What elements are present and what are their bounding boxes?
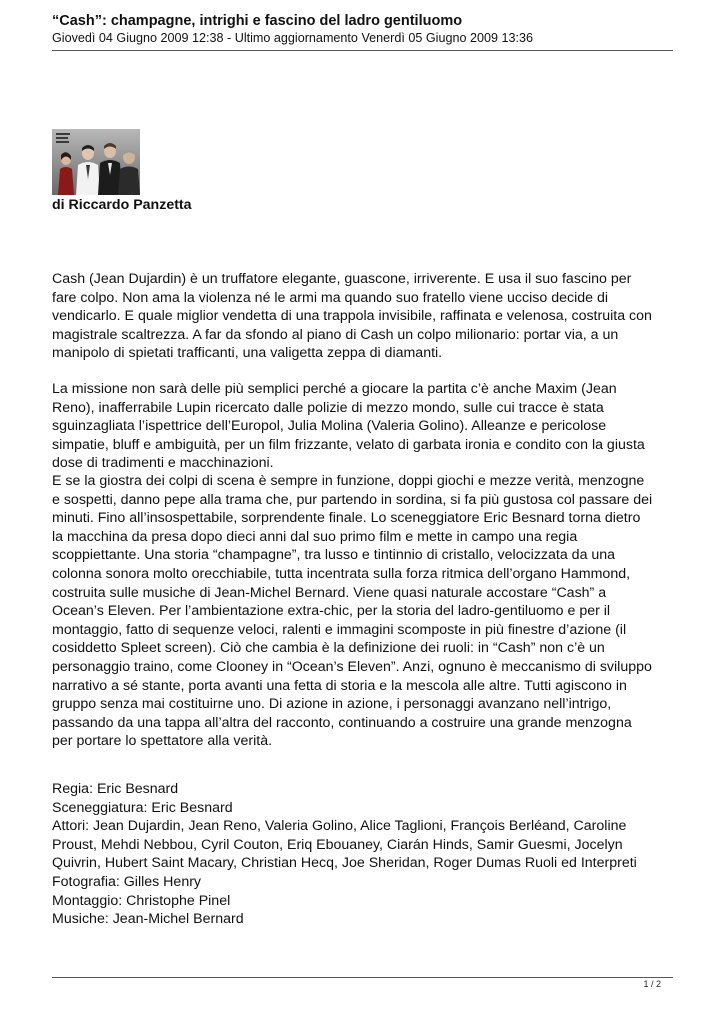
film-poster-illustration xyxy=(52,129,140,195)
article-paragraph: Cash (Jean Dujardin) è un truffatore elegante, guascone, irriverente. E usa il suo fascino per fare colpo. Non ama la violenza né le armi ma quando suo fratello viene ucciso decide di vendicarlo. E quale miglior vendetta di una trappola invisibile, raffinata e velenosa, costruita con magistrale scaltrezza. A far da sfondo al piano di Cash un colpo milionario: portar via, a un manipolo di spietati trafficanti, una valigetta zeppa di diamanti. xyxy=(52,271,652,362)
credit-director: Regia: Eric Besnard xyxy=(52,781,179,797)
article-byline: di Riccardo Panzetta xyxy=(52,197,192,213)
credit-music: Musiche: Jean-Michel Bernard xyxy=(52,911,244,928)
publication-dates: Giovedì 04 Giugno 2009 12:38 - Ultimo aggiornamento Venerdì 05 Giugno 2009 13:36 xyxy=(52,31,533,45)
credit-photography: Fotografia: Gilles Henry xyxy=(52,873,202,890)
article-paragraph: La missione non sarà delle più semplici perché a giocare la partita c’è anche Maxim (Jean Reno), inafferrabile Lupin ricercato dalle polizie di mezzo mondo, sulle cui tracce è stata sguinzagliata l’ispettrice dell’Europol, Julia Molina (Valeria Golino). Alleanze e pericolose simpatie, bluff e ambiguità, per un film frizzante, velato di garbata ironia e condito con la giusta dose di tradimenti e macchinazioni. xyxy=(52,381,645,472)
credit-cast: Attori: Jean Dujardin, Jean Reno, Valeria Golino, Alice Taglioni, François Berléand, Caroline Proust, Mehdi Nebbou, Cyril Couton, Eriq Ebouaney, Ciarán Hinds, Samir Guesmi, Jocelyn Quivrin, Hubert Saint Macary, Christian Hecq, Joe Sheridan, Roger Dumas Ruoli ed Interpreti xyxy=(52,818,637,872)
page-title: “Cash”: champagne, intrighi e fascino del ladro gentiluomo xyxy=(52,13,463,29)
page-number: 1 / 2 xyxy=(643,979,661,989)
credit-editing: Montaggio: Christophe Pinel xyxy=(52,892,231,909)
film-credits xyxy=(52,780,674,929)
article-paragraph: E se la giostra dei colpi di scena è sempre in funzione, doppi giochi e mezze verità, menzogne e sospetti, danno pepe alla trama che, pur partendo in sordina, si fa più gustosa col passare dei minuti. Fino all’insospettabile, sorprendente finale. Lo sceneggiatore Eric Besnard torna dietro la macchina da presa dopo dieci anni dal suo primo film e mette in campo una regia scoppiettante. Una storia “champagne”, tra lusso e tintinnio di cristallo, velocizzata da una colonna sonora molto orecchiabile, tutta incentrata sulla forza ritmica dell’organo Hammond, costruita sulle musiche di Jean-Michel Bernard. Viene quasi naturale accostare “Cash” a Ocean’s Eleven. Per l’ambientazione extra-chic, per la storia del ladro-gentiluomo e per il montaggio, fatto di sequenze veloci, ralenti e immagini scomposte in più finestre d’azione (il cosiddetto Spleet screen). Ciò che cambia è la definizione dei ruoli: in “Cash” non c’è un personaggio traino, come Clooney in “Ocean’s Eleven”. Anzi, ognuno è meccanismo di sviluppo narrativo a sé stante, porta avanti una fetta di storia e la mescola alle altre. Tutti agiscono in gruppo senza mai costituirne uno. Di azione in azione, i personaggi avanzano nell’intrigo, passando da una tappa all’altra del racconto, continuando a costruire una grande menzogna per portare lo spettatore alla verità. xyxy=(52,473,653,750)
footer-divider xyxy=(52,977,673,978)
header-divider xyxy=(52,50,673,51)
credit-screenplay: Sceneggiatura: Eric Besnard xyxy=(52,799,233,816)
film-poster-image xyxy=(52,129,140,195)
